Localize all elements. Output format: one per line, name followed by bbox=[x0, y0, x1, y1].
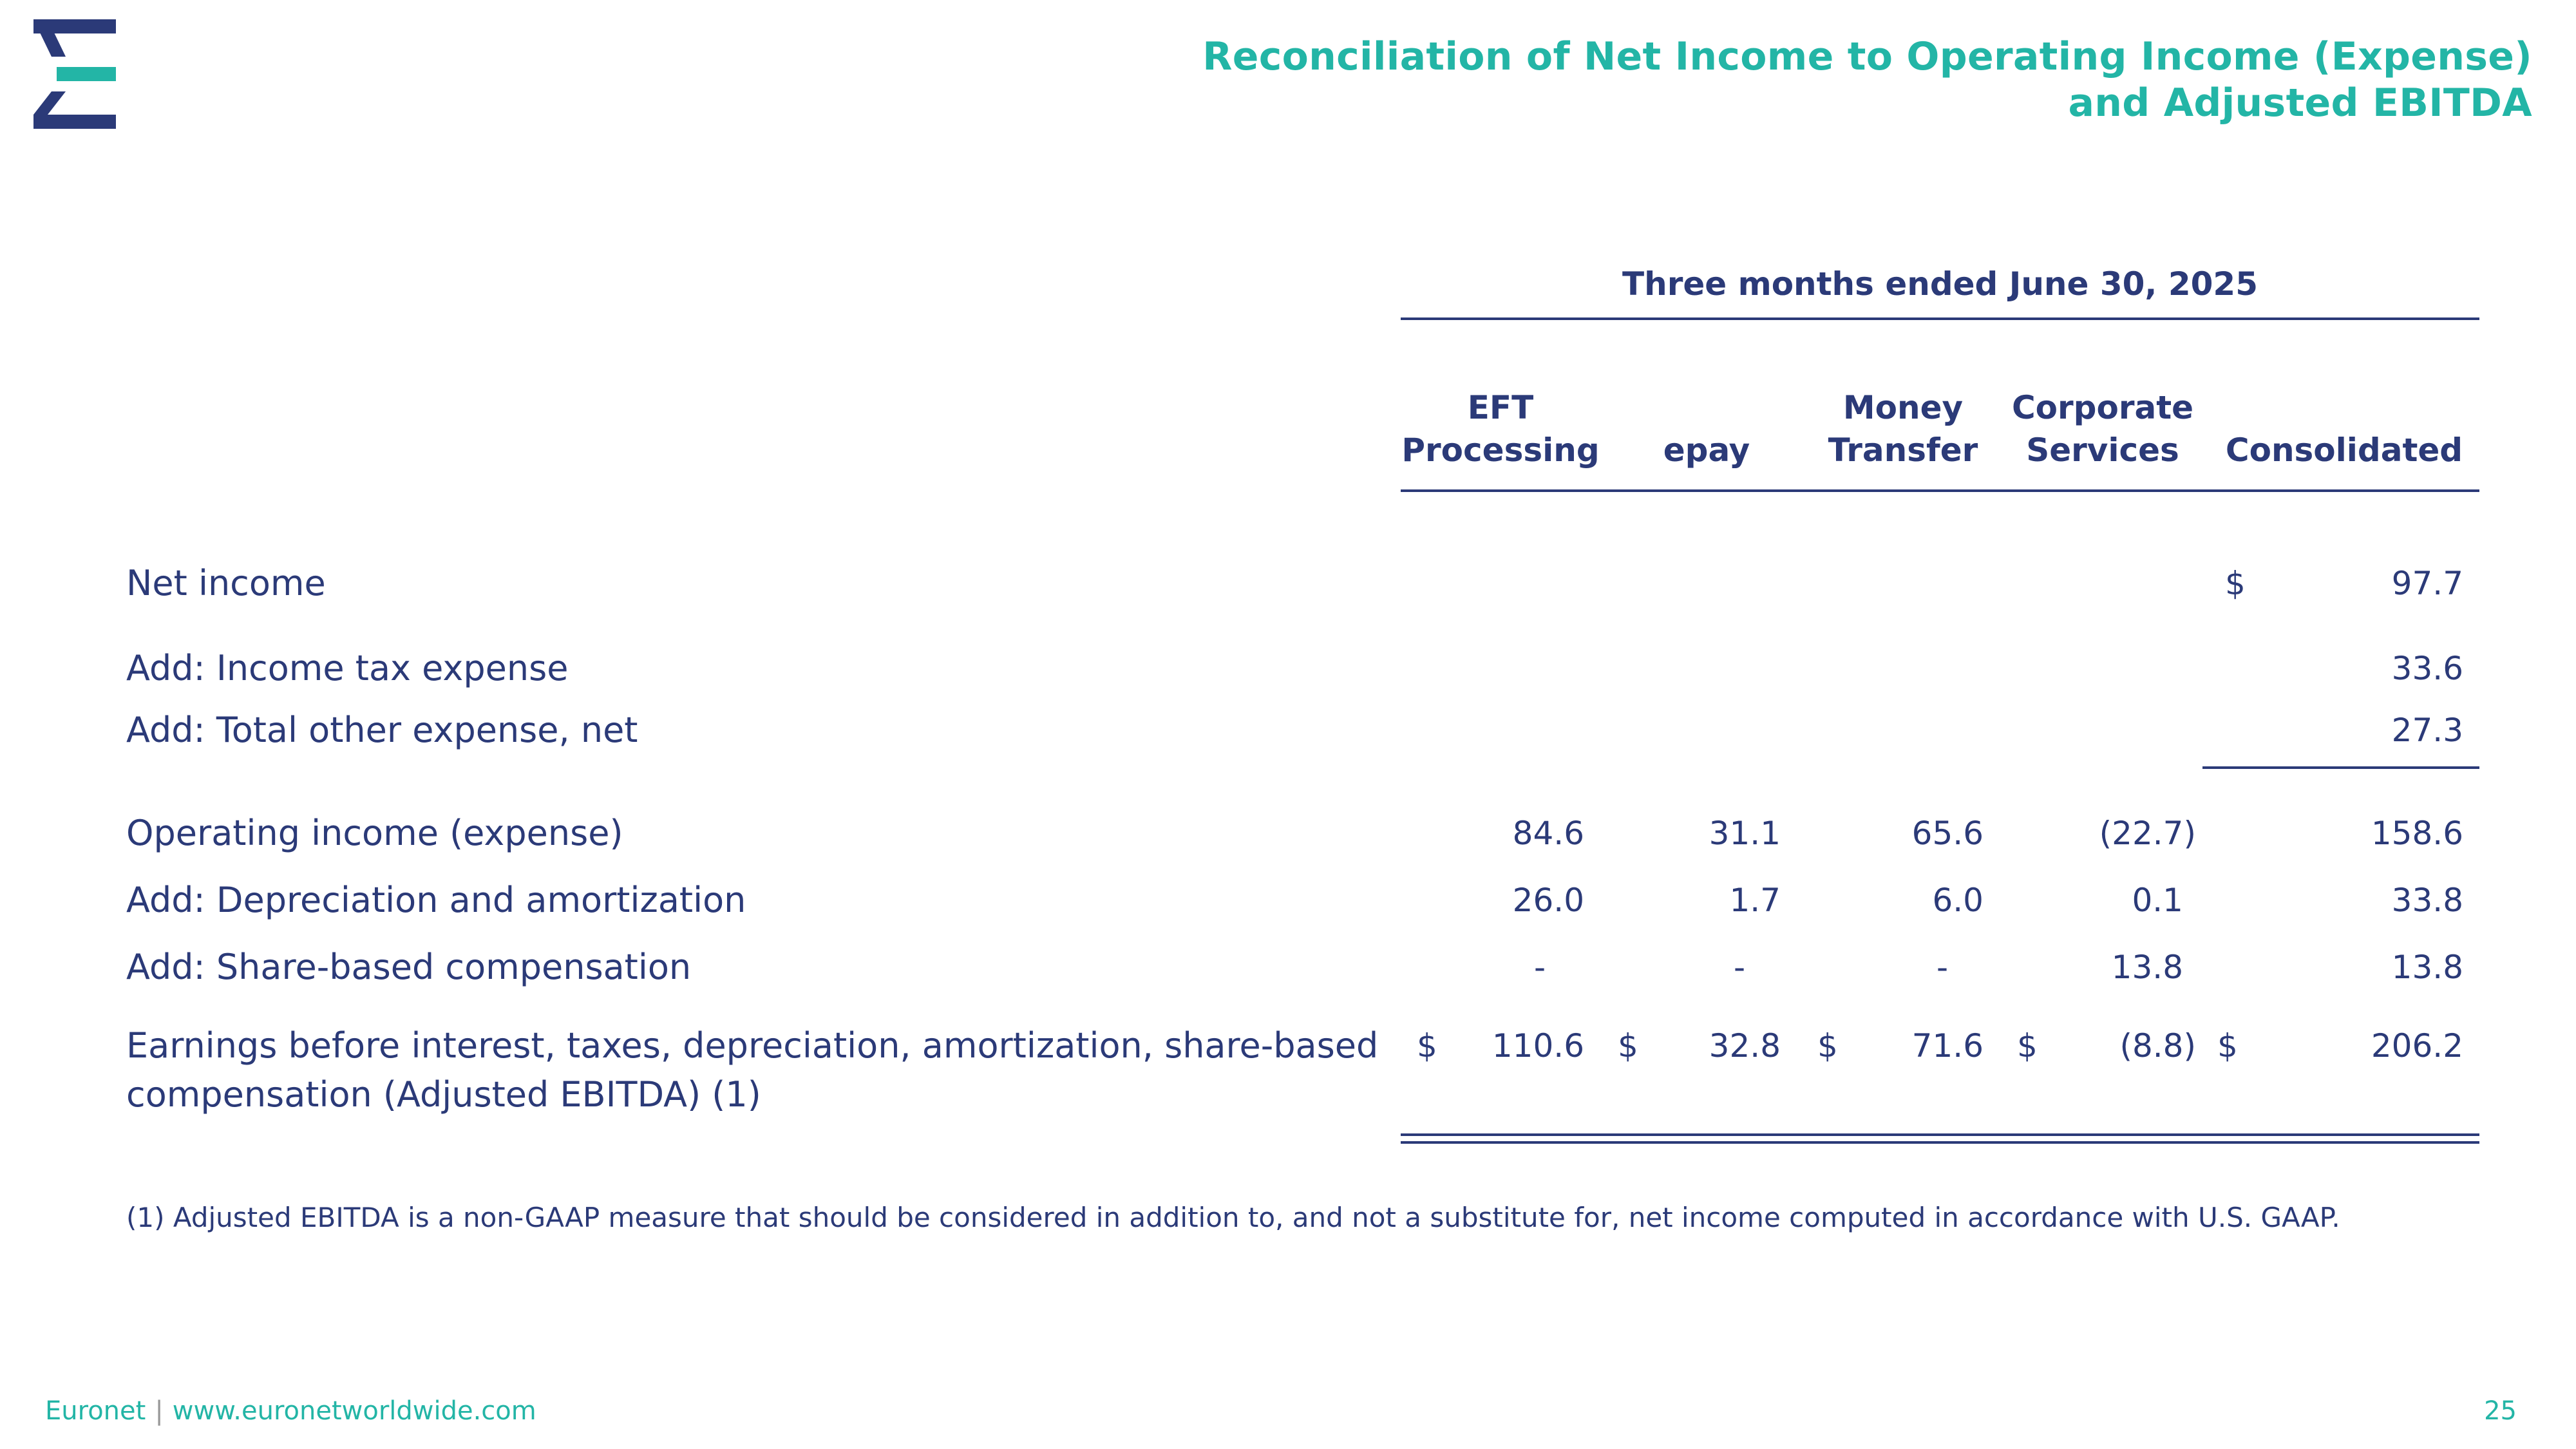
cell-income-tax-consolidated: 33.6 bbox=[2391, 650, 2463, 687]
row-label-depreciation: Add: Depreciation and amortization bbox=[126, 880, 746, 920]
cell-operating-income-consolidated: 158.6 bbox=[2371, 815, 2463, 852]
period-underline bbox=[1401, 317, 2479, 320]
footer bbox=[45, 1396, 536, 1426]
row-label-other-expense: Add: Total other expense, net bbox=[126, 710, 638, 750]
cell-depreciation-epay: 1.7 bbox=[1729, 882, 1781, 919]
cell-share-comp-eft: - bbox=[1533, 949, 1546, 986]
subtotal-underline bbox=[2202, 766, 2479, 769]
row-label-operating-income: Operating income (expense) bbox=[126, 813, 623, 853]
row-label-adjusted-ebitda-line-2: compensation (Adjusted EBITDA) (1) bbox=[126, 1074, 761, 1115]
cell-share-comp-epay: - bbox=[1733, 949, 1745, 986]
column-header-eft-processing: EFT Processing bbox=[1401, 389, 1600, 469]
dollar-sign: $ bbox=[1618, 1027, 1638, 1065]
cell-share-comp-consolidated: 13.8 bbox=[2391, 949, 2463, 986]
cell-depreciation-corporate: 0.1 bbox=[2132, 882, 2183, 919]
row-label-income-tax: Add: Income tax expense bbox=[126, 648, 569, 688]
row-label-net-income: Net income bbox=[126, 563, 326, 603]
cell-operating-income-money-transfer: 65.6 bbox=[1911, 815, 1984, 852]
cell-operating-income-eft: 84.6 bbox=[1512, 815, 1584, 852]
dollar-sign: $ bbox=[1417, 1027, 1437, 1065]
dollar-sign: $ bbox=[2017, 1027, 2038, 1065]
euronet-e-logo-icon bbox=[33, 19, 116, 129]
cell-share-comp-money-transfer: - bbox=[1936, 949, 1948, 986]
title-line-1: Reconciliation of Net Income to Operating Income (Expense) bbox=[1202, 34, 2532, 79]
cell-operating-income-epay: 31.1 bbox=[1709, 815, 1781, 852]
dollar-sign: $ bbox=[2225, 565, 2246, 602]
page-number: 25 bbox=[2484, 1396, 2517, 1426]
cell-depreciation-eft: 26.0 bbox=[1512, 882, 1584, 919]
cell-ebitda-corporate: (8.8) bbox=[2119, 1027, 2196, 1065]
row-label-adjusted-ebitda bbox=[126, 1021, 1378, 1119]
footer-website-link[interactable]: www.euronetworldwide.com bbox=[172, 1396, 536, 1426]
period-heading: Three months ended June 30, 2025 bbox=[1622, 265, 2258, 303]
cell-ebitda-epay: 32.8 bbox=[1709, 1027, 1781, 1065]
column-header-epay: epay bbox=[1663, 431, 1750, 469]
title-line-2: and Adjusted EBITDA bbox=[2068, 80, 2532, 126]
cell-share-comp-corporate: 13.8 bbox=[2111, 949, 2183, 986]
dollar-sign: $ bbox=[1817, 1027, 1838, 1065]
footer-company: Euronet bbox=[45, 1396, 146, 1426]
total-double-underline-top bbox=[1401, 1133, 2479, 1136]
header-underline bbox=[1401, 489, 2479, 492]
dollar-sign: $ bbox=[2217, 1027, 2238, 1065]
cell-depreciation-consolidated: 33.8 bbox=[2391, 882, 2463, 919]
cell-operating-income-corporate: (22.7) bbox=[2099, 815, 2196, 852]
cell-ebitda-money-transfer: 71.6 bbox=[1911, 1027, 1984, 1065]
cell-depreciation-money-transfer: 6.0 bbox=[1932, 882, 1984, 919]
column-header-money-transfer: Money Transfer bbox=[1828, 389, 1978, 469]
cell-other-expense-consolidated: 27.3 bbox=[2391, 712, 2463, 749]
total-double-underline-bottom bbox=[1401, 1141, 2479, 1144]
column-header-corporate-services: Corporate Services bbox=[2011, 389, 2194, 469]
row-label-adjusted-ebitda-line-1: Earnings before interest, taxes, depreciation, amortization, share-based bbox=[126, 1025, 1379, 1066]
footer-separator: | bbox=[155, 1396, 164, 1426]
cell-ebitda-consolidated: 206.2 bbox=[2371, 1027, 2463, 1065]
page-title bbox=[1202, 33, 2532, 126]
cell-net-income-consolidated: 97.7 bbox=[2391, 565, 2463, 602]
column-header-consolidated: Consolidated bbox=[2225, 431, 2463, 469]
row-label-share-based-comp: Add: Share-based compensation bbox=[126, 947, 692, 987]
cell-ebitda-eft: 110.6 bbox=[1492, 1027, 1584, 1065]
footnote: (1) Adjusted EBITDA is a non-GAAP measure that should be considered in addition to, and not a substitute for, net income computed in accordance with U.S. GAAP. bbox=[126, 1202, 2340, 1233]
